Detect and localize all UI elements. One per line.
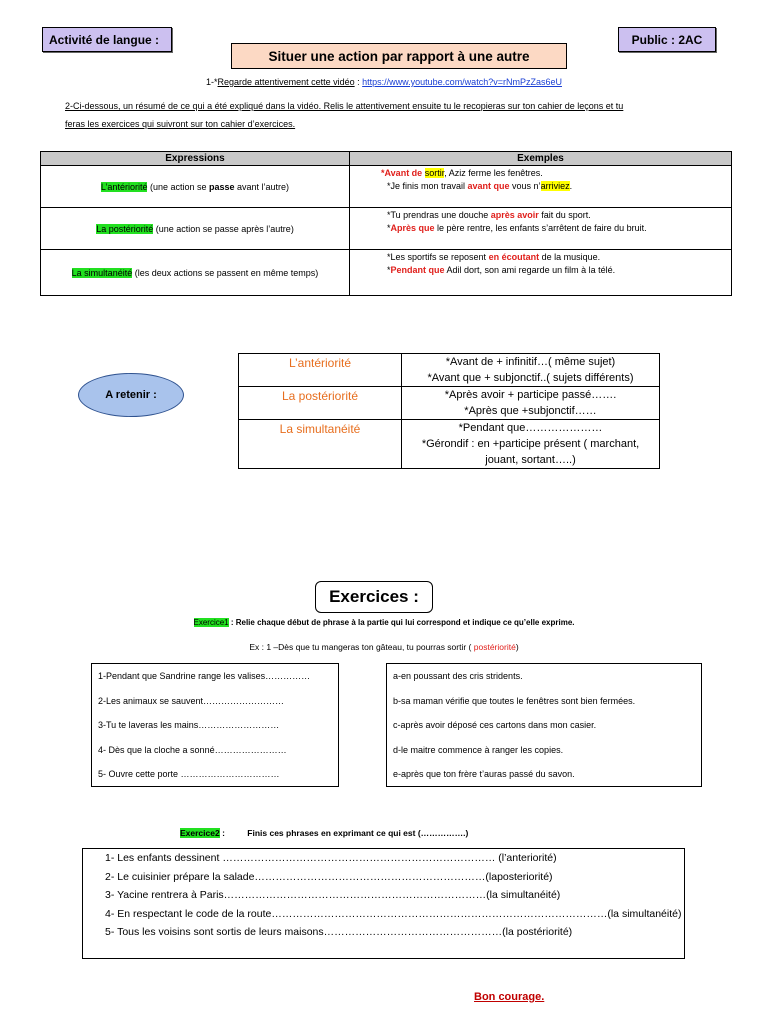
retenir-line: *Après que +subjonctif…… <box>464 405 597 417</box>
list-item: e-après que ton frère t’auras passé du savon. <box>393 769 575 779</box>
ex-text: fait du sport. <box>538 210 591 220</box>
retenir-oval: A retenir : <box>78 373 184 417</box>
ex2-box <box>82 848 685 959</box>
example-cell <box>350 250 732 296</box>
exercices-title: Exercices : <box>315 581 433 613</box>
public-label: Public : 2AC <box>618 27 716 52</box>
example-line <box>356 222 725 235</box>
retenir-key: L’antériorité <box>239 354 402 387</box>
ex-text: , Aziz ferme les fenêtres. <box>444 168 543 178</box>
ex2-instruction: Finis ces phrases en exprimant ce qui est (…………….) <box>247 828 469 838</box>
retenir-key: La postériorité <box>239 387 402 420</box>
table-row <box>239 354 660 387</box>
list-item: 3-Tu te laveras les mains……………………… <box>98 720 280 730</box>
ex-text: . <box>569 181 573 191</box>
retenir-key: La simultanéité <box>239 420 402 469</box>
term-simultaneite: La simultanéité <box>71 267 133 278</box>
expression-cell <box>41 250 350 296</box>
ex-text: Adil dort, son ami regarde un film à la télé. <box>444 265 616 275</box>
ex2-instruction-line <box>180 828 468 838</box>
ex2-label: Exercice2 <box>180 828 220 838</box>
ex-text: *Les sportifs se reposent <box>387 252 489 262</box>
retenir-line: *Pendant que………………… <box>458 422 603 434</box>
ex-text: *Je finis mon travail <box>387 181 468 191</box>
ex-keyword: en écoutant <box>488 252 540 262</box>
term-anteriorite: L’antériorité <box>100 181 148 192</box>
intro-line-2: 2-Ci-dessous, un résumé de ce qui a été expliqué dans la vidéo. Relis le attentivement ensuite tu le recopieras sur ton cahier de leçons et tu <box>65 101 624 111</box>
table-row <box>239 387 660 420</box>
ex1-example-end: ) <box>515 642 519 652</box>
retenir-line: *Avant que + subjonctif..( sujets différents) <box>427 372 634 384</box>
list-item: 1-Pendant que Sandrine range les valises…………… <box>98 671 311 681</box>
ex-keyword: Avant de <box>384 168 425 178</box>
ex-text: de la musique. <box>539 252 601 262</box>
list-item: a-en poussant des cris stridents. <box>393 671 523 681</box>
list-item: 5- Ouvre cette porte …………………………… <box>98 769 280 779</box>
ex-highlight: sortir <box>424 168 445 178</box>
list-item: 2-Les animaux se sauvent……………………… <box>98 695 285 706</box>
ex1-instruction-line <box>0 618 768 627</box>
ex-text: * <box>387 265 391 275</box>
retenir-value <box>402 420 660 469</box>
list-item: 5- Tous les voisins sont sortis de leurs maisons……………………………………………(la postériorité) <box>105 926 573 938</box>
ex1-right-list <box>386 663 702 787</box>
list-item: 2- Le cuisinier prépare la salade…………………………………………………………(laposteriorité) <box>105 870 553 883</box>
list-item: d-le maitre commence à ranger les copies. <box>393 744 564 755</box>
list-item: 1- Les enfants dessinent …………………………………………………………………… (l’anteriorité) <box>105 852 557 864</box>
ex-keyword: avant que <box>467 181 510 191</box>
term-desc-bold: passe <box>209 181 235 192</box>
ex1-example-tag: postériorité <box>473 642 516 652</box>
retenir-line: *Après avoir + participe passé……. <box>444 389 617 401</box>
activity-label: Activité de langue : <box>42 27 172 52</box>
example-line <box>356 264 725 277</box>
example-line <box>356 209 725 222</box>
header-examples: Exemples <box>350 152 732 166</box>
retenir-line: *Avant de + infinitif…( même sujet) <box>445 356 616 368</box>
retenir-line: jouant, sortant…..) <box>485 454 576 466</box>
example-line <box>356 251 725 264</box>
table-row <box>239 420 660 469</box>
ex-highlight: arriviez <box>540 181 570 191</box>
video-line-sep: : <box>354 77 363 87</box>
list-item: 4- Dès que la cloche a sonné…………………… <box>98 744 287 755</box>
ex-keyword: après avoir <box>490 210 539 220</box>
expression-cell <box>41 208 350 250</box>
ex-star: * <box>381 168 385 178</box>
ex-text: le père rentre, les enfants s’arrêtent de faire du bruit. <box>434 223 647 233</box>
ex1-example <box>0 642 768 652</box>
table-row <box>41 208 732 250</box>
intro-line-3: feras les exercices qui suivront sur ton cahier d’exercices. <box>65 119 296 129</box>
header-expressions: Expressions <box>41 152 350 166</box>
video-line <box>0 76 768 88</box>
ex-keyword: Pendant que <box>390 265 445 275</box>
term-desc: (une action se passe après l’autre) <box>153 223 294 234</box>
term-desc: (les deux actions se passent en même temps) <box>132 267 319 278</box>
retenir-table <box>238 353 660 469</box>
closing-text: Bon courage. <box>474 991 545 1003</box>
ex1-left-list <box>91 663 339 787</box>
ex-text: vous n’ <box>509 181 541 191</box>
table-row <box>41 250 732 296</box>
term-desc-end: avant l’autre) <box>234 181 290 192</box>
ex-text: *Tu prendras une douche <box>387 210 491 220</box>
list-item: 3- Yacine rentrera à Paris…………………………………………………………………(la simultanéité) <box>105 889 561 901</box>
expression-cell <box>41 166 350 208</box>
table-row <box>41 166 732 208</box>
example-cell <box>350 208 732 250</box>
retenir-line: *Gérondif : en +participe présent ( marchant, <box>421 438 640 450</box>
list-item: 4- En respectant le code de la route……………………………………………………………………………………(la simultanéité) <box>105 907 682 920</box>
term-posteriorite: La postériorité <box>96 223 154 234</box>
expressions-table <box>40 151 732 296</box>
example-line <box>356 180 725 193</box>
example-line <box>356 167 725 180</box>
video-link[interactable]: https://www.youtube.com/watch?v=rNmPzZas6eU <box>362 77 562 87</box>
retenir-value <box>402 387 660 420</box>
ex1-instruction: : Relie chaque début de phrase à la partie qui lui correspond et indique ce qu’elle exprime. <box>228 618 575 627</box>
list-item: c-après avoir déposé ces cartons dans mon casier. <box>393 720 597 730</box>
ex2-sep: : <box>219 828 225 838</box>
ex-text: * <box>387 223 391 233</box>
video-line-text: Regarde attentivement cette vidéo <box>217 77 355 87</box>
ex-keyword: Après que <box>390 223 435 233</box>
ex1-example-text: Ex : 1 –Dès que tu mangeras ton gâteau, tu pourras sortir ( <box>249 642 474 652</box>
example-cell <box>350 166 732 208</box>
page-title: Situer une action par rapport à une autre <box>231 43 567 69</box>
list-item: b-sa maman vérifie que toutes le fenêtres sont bien fermées. <box>393 695 636 706</box>
retenir-value <box>402 354 660 387</box>
term-desc: (une action se <box>147 181 209 192</box>
video-line-prefix: 1-* <box>206 77 218 87</box>
ex1-label: Exercice1 <box>193 618 229 627</box>
